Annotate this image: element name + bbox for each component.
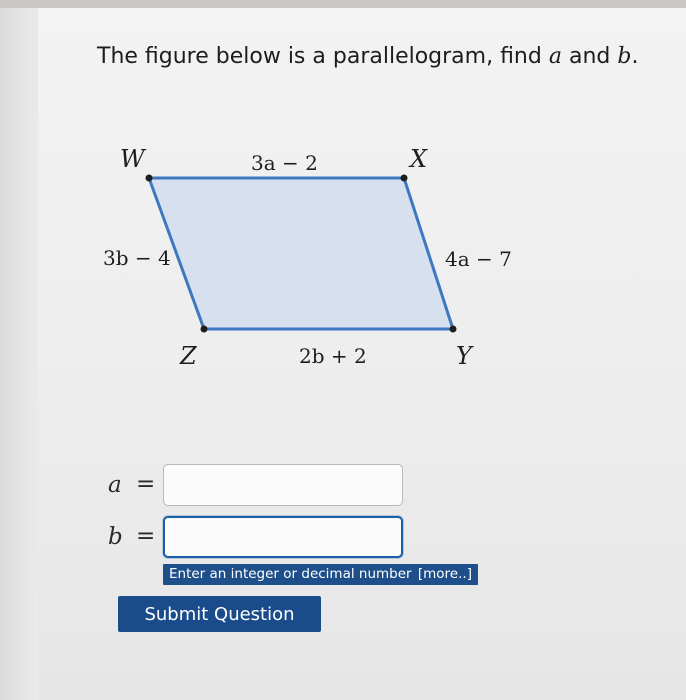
submit-question-button[interactable]: Submit Question [118,596,321,632]
parallelogram-shape [149,178,453,329]
question-text-after: . [631,44,639,69]
vertex-z-label: Z [180,342,197,370]
answer-row-a [100,462,520,508]
vertex-x-dot [401,175,408,182]
input-hint-tooltip [163,564,478,585]
vertex-y-label: Y [456,342,472,370]
answer-b-equals: = [136,523,156,549]
side-right-label: 4a − 7 [445,247,512,271]
question-text-middle: and [561,44,618,69]
question-var-b: b [617,44,632,69]
answer-a-input[interactable] [163,464,403,506]
answer-b-label: b [108,524,123,550]
vertex-z-dot [201,326,208,333]
answer-b-input[interactable] [163,516,403,558]
input-hint-text: Enter an integer or decimal number [169,566,412,582]
answer-a-equals: = [136,471,156,497]
side-top-label: 3a − 2 [251,151,318,175]
question-var-a: a [548,44,562,69]
vertex-x-label: X [410,145,428,173]
vertex-w-dot [146,175,153,182]
parallelogram-figure [90,140,550,380]
question-text-before: The figure below is a parallelogram, find [97,44,549,69]
question-text [97,44,638,69]
vertex-y-dot [450,326,457,333]
hint-more-link[interactable]: [more..] [417,566,472,582]
answer-a-label: a [108,472,122,498]
side-bottom-label: 2b + 2 [299,344,367,368]
side-left-label: 3b − 4 [103,246,171,270]
page-left-edge [0,8,38,700]
vertex-w-label: W [120,145,145,173]
answer-row-b [100,514,520,560]
